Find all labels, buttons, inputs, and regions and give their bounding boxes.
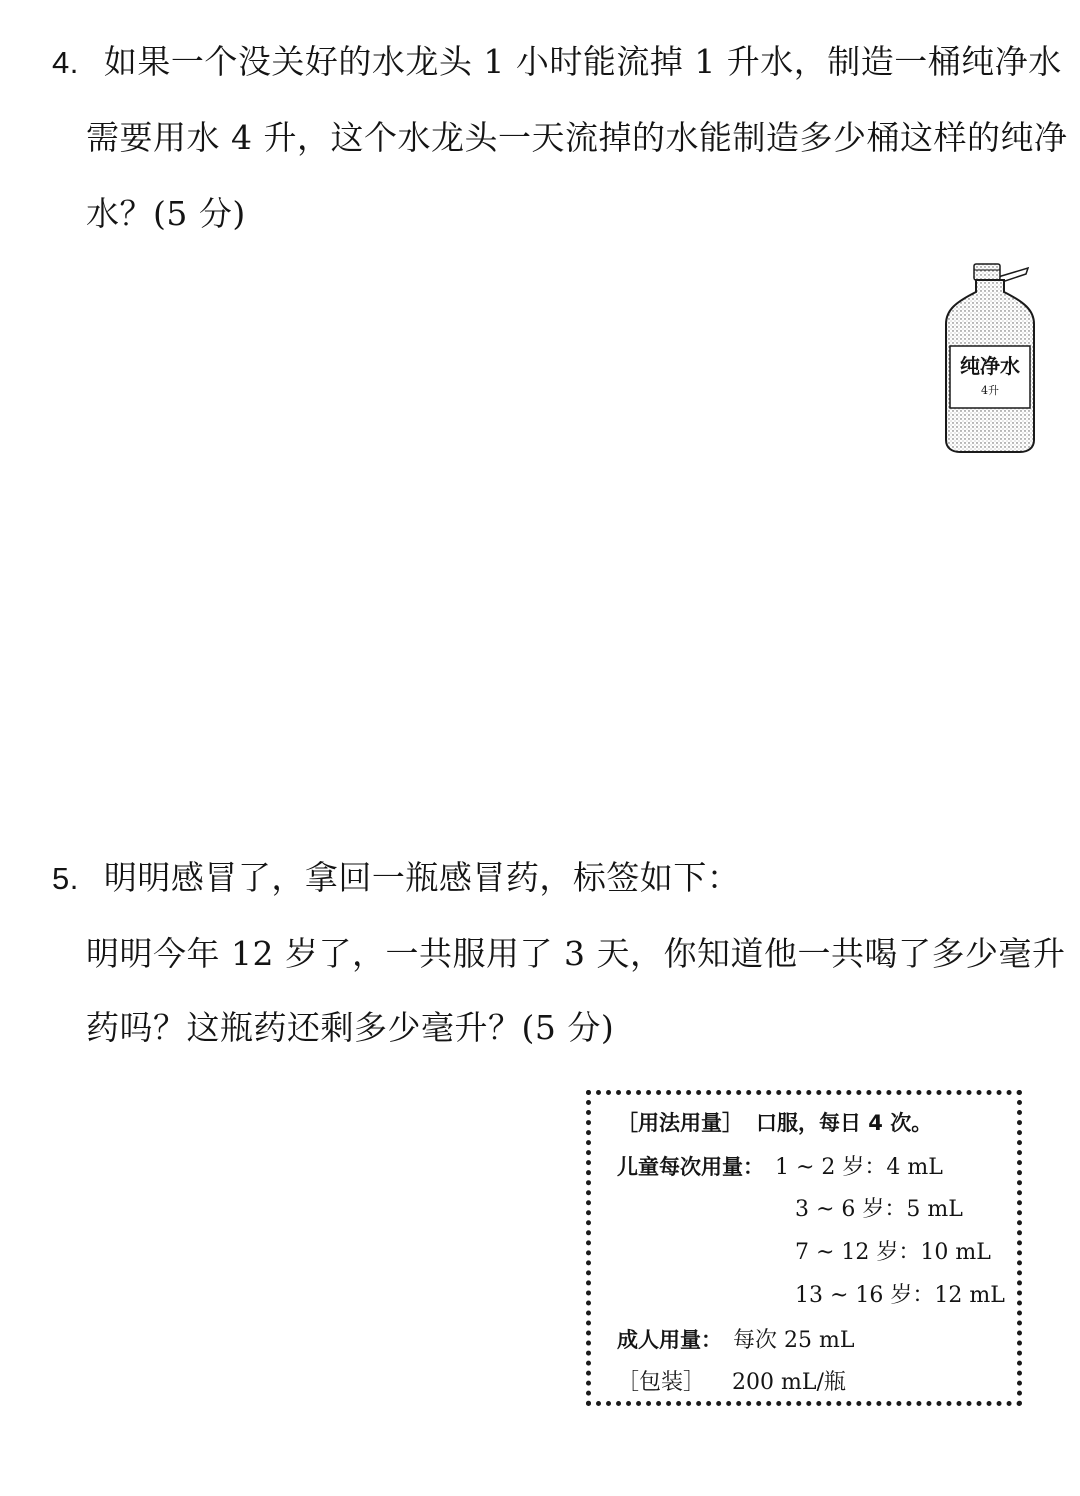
q5-line-1 [52, 858, 740, 899]
child-dose-line [617, 1153, 943, 1182]
q4-text-1: 如果一个没关好的水龙头 1 小时能流掉 1 升水，制造一桶纯净水 [103, 42, 1062, 81]
child-dose-4: 13 ~ 16 岁：12 mL [795, 1283, 1005, 1308]
child-dose-heading: 儿童每次用量： [617, 1155, 764, 1179]
adult-dose-text: 每次 25 mL [733, 1328, 855, 1353]
package-heading: ［包装］ [617, 1370, 706, 1395]
q5-text-1: 明明感冒了，拿回一瓶感冒药，标签如下： [103, 858, 741, 897]
usage-heading: ［用法用量］ [617, 1111, 743, 1135]
child-dose-2: 3 ~ 6 岁：5 mL [795, 1197, 963, 1222]
usage-text: 口服，每日 4 次。 [756, 1111, 933, 1135]
q5-line-2: 明明今年 12 岁了，一共服用了 3 天，你知道他一共喝了多少毫升 [86, 934, 1066, 973]
q4-line-1 [52, 42, 1062, 83]
adult-dose-heading: 成人用量： [617, 1328, 722, 1352]
child-dose-1: 1 ~ 2 岁：4 mL [775, 1155, 943, 1180]
q4-line-3: 水？(5 分) [86, 194, 246, 233]
q4-line-2: 需要用水 4 升，这个水龙头一天流掉的水能制造多少桶这样的纯净 [86, 118, 1068, 157]
q4-number: 4. [52, 45, 79, 80]
q5-line-3: 药吗？这瓶药还剩多少毫升？(5 分) [86, 1008, 615, 1047]
q5-number: 5. [52, 861, 79, 896]
child-dose-3: 7 ~ 12 岁：10 mL [795, 1240, 991, 1265]
medicine-label-box [586, 1090, 1022, 1406]
package-text: 200 mL/瓶 [732, 1370, 846, 1395]
usage-line [617, 1109, 932, 1138]
bottle-label-text: 纯净水 [960, 354, 1020, 378]
package-line [617, 1369, 846, 1397]
adult-dose-line [617, 1326, 854, 1355]
bottle-volume-text: 4升 [981, 384, 999, 397]
water-bottle-illustration [936, 258, 1046, 458]
